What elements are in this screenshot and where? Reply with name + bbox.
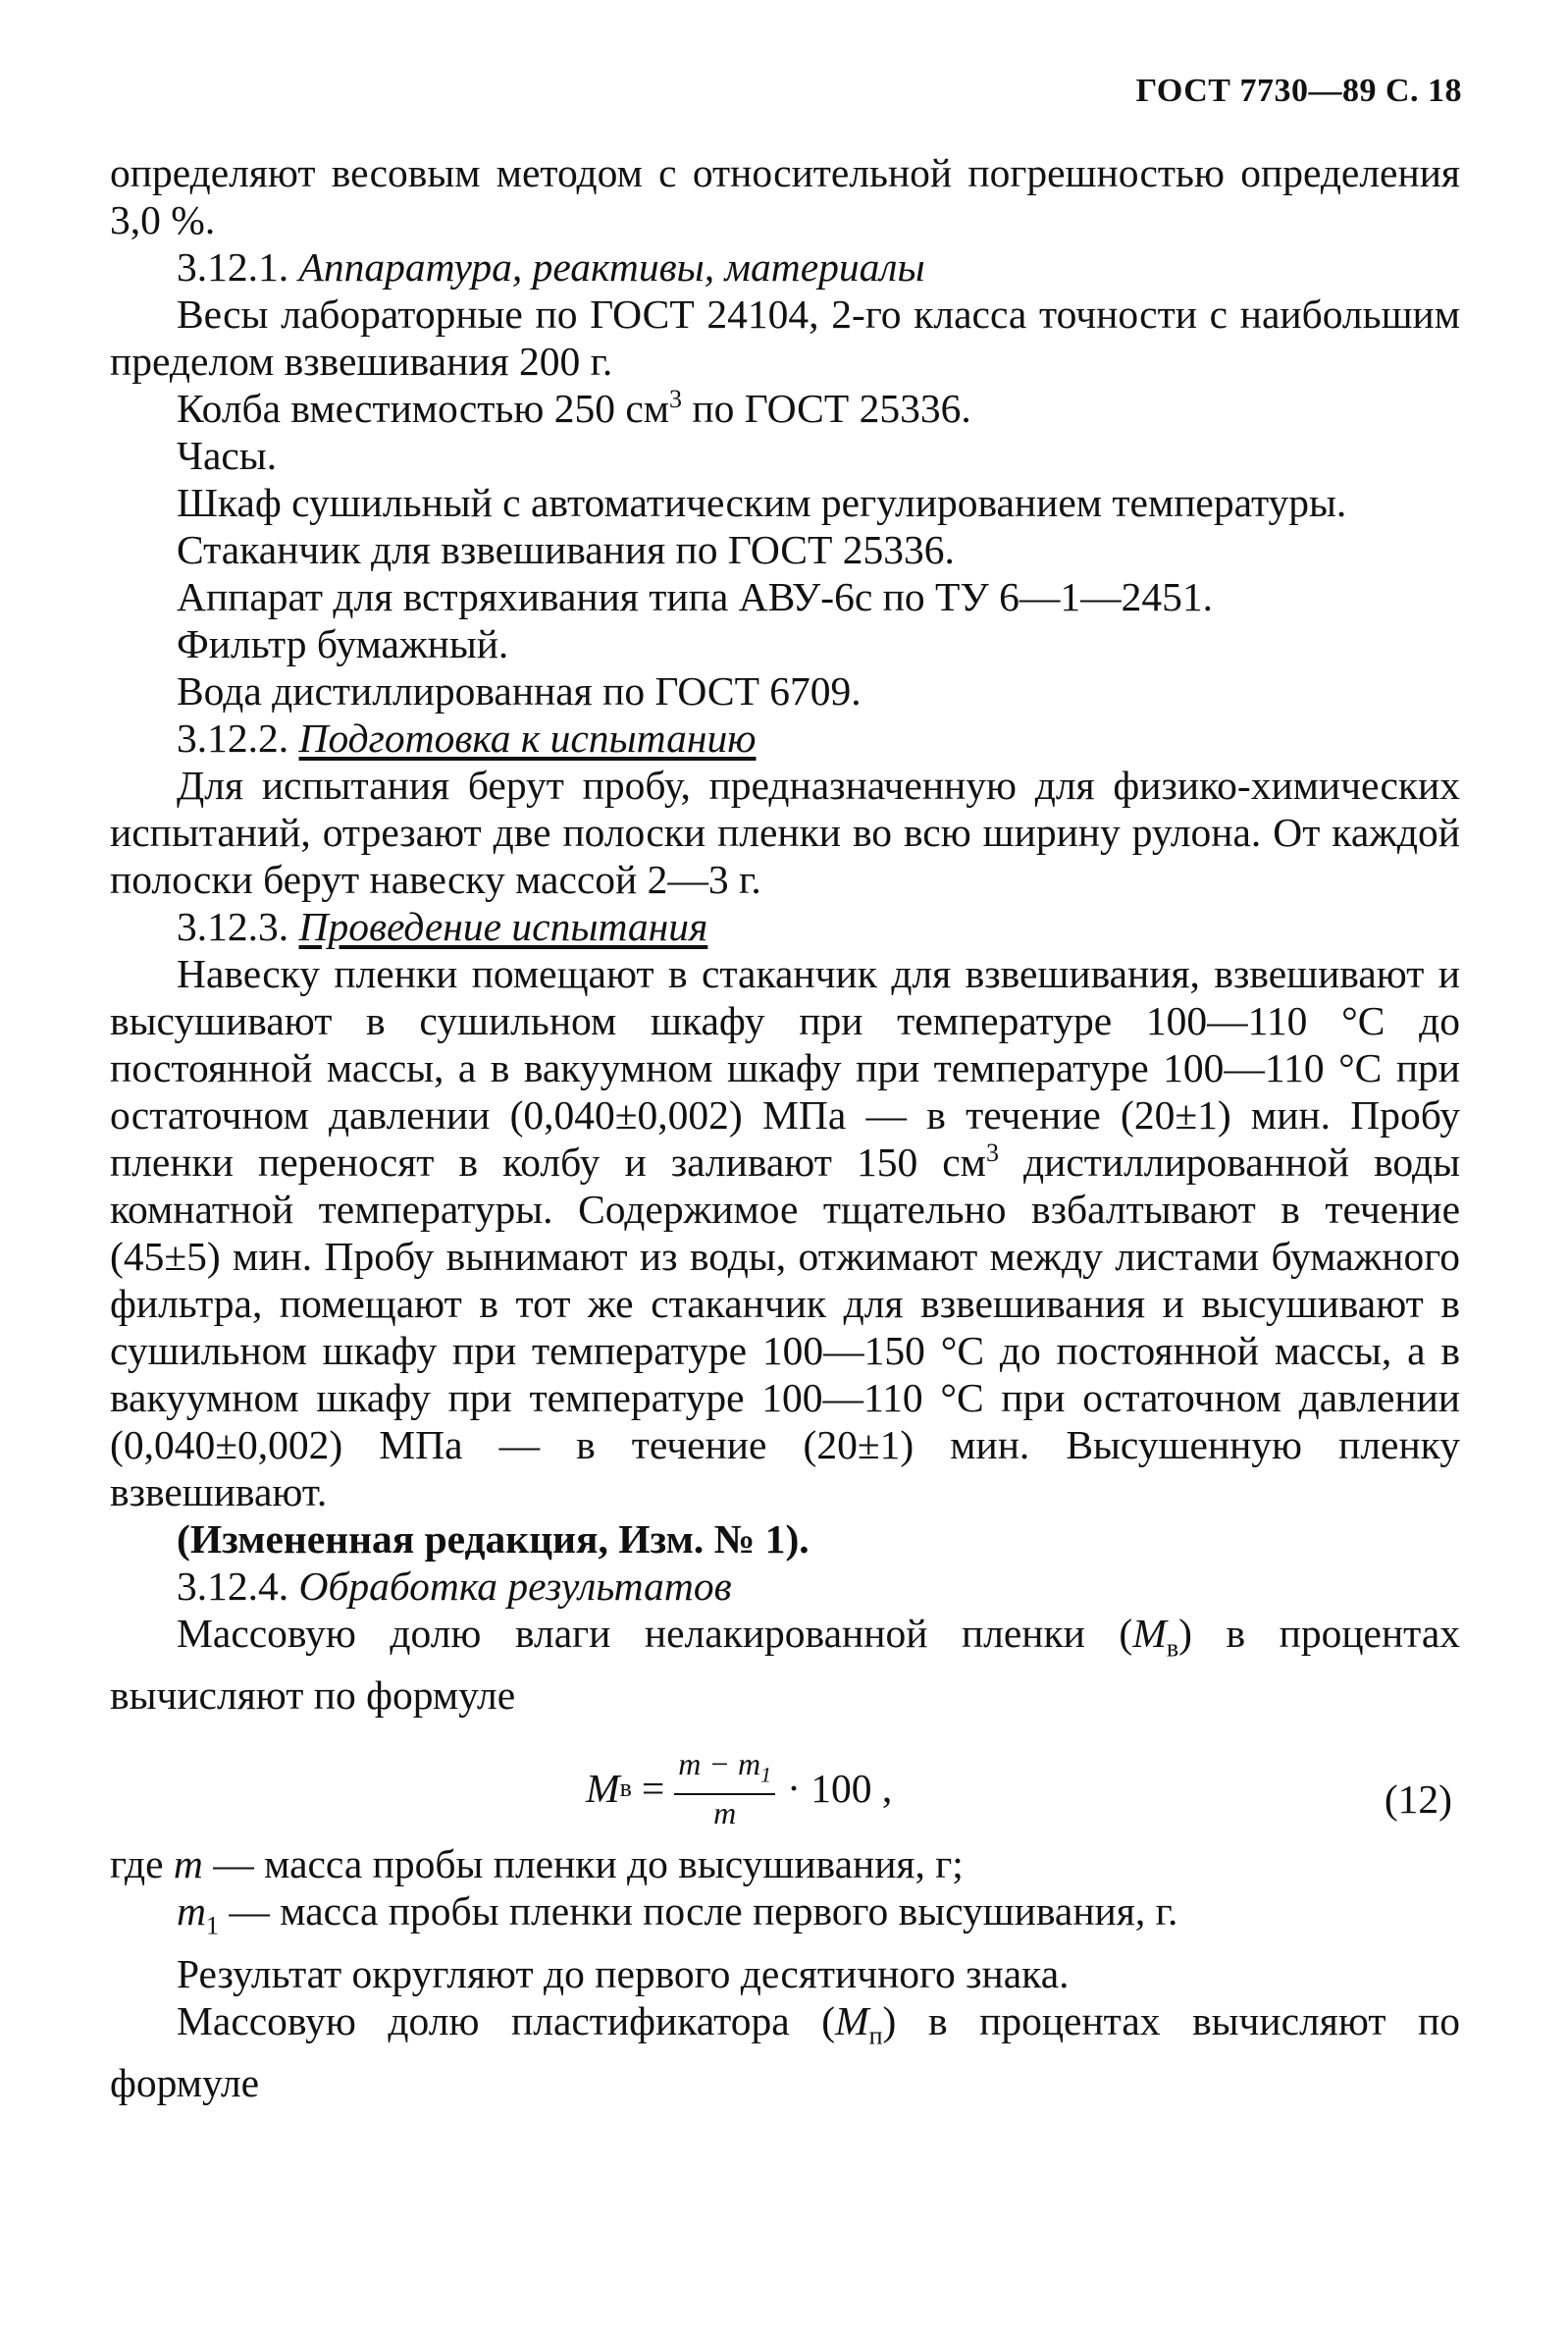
equipment-item: Фильтр бумажный. xyxy=(177,621,509,666)
where-line-2 xyxy=(110,1887,1460,1949)
where-line-1 xyxy=(110,1840,1460,1887)
moisture-paragraph xyxy=(110,1610,1460,1719)
symbol: M xyxy=(835,1997,869,2043)
page-header: ГОСТ 7730—89 С. 18 xyxy=(1135,73,1462,109)
subscript: в xyxy=(619,1773,632,1802)
equipment-item: Вода дистиллированная по ГОСТ 6709. xyxy=(177,668,862,714)
section-3-12-4-heading xyxy=(110,1563,1460,1610)
equipment-item: Аппарат для встряхивания типа АВУ-6с по ТУ 6—1—2451. xyxy=(177,574,1213,619)
numerator-text: m − m xyxy=(678,1746,761,1782)
rounding-note: Результат округляют до первого десятичного знака. xyxy=(177,1950,1070,1996)
flask-text: по ГОСТ 25336. xyxy=(682,386,971,431)
formula-12 xyxy=(110,1728,1460,1836)
amendment-note: (Измененная редакция, Изм. № 1). xyxy=(177,1516,810,1562)
section-number: 3.12.1. xyxy=(177,244,289,290)
section-3-12-2-heading xyxy=(110,715,1460,762)
moisture-text: ) в процентах вычисляют по формуле xyxy=(110,1611,1460,1719)
section-title: Подготовка к испытанию xyxy=(298,716,757,761)
fraction-numerator xyxy=(674,1746,775,1792)
equipment-item: Весы лабораторные по ГОСТ 24104, 2-го класса точности с наибольшим пределом взвешивания 200 г. xyxy=(110,292,1460,384)
section-number: 3.12.3. xyxy=(177,904,289,949)
superscript: 3 xyxy=(669,385,683,414)
symbol: m xyxy=(177,1888,206,1934)
flask-text: Колба вместимостью 250 см xyxy=(177,386,670,431)
plasticizer-text: ) в процентах вычисляют по формуле xyxy=(110,1997,1460,2105)
equipment-item xyxy=(110,385,1460,432)
intro-paragraph: определяют весовым методом с относительной погрешностью определения 3,0 %. xyxy=(110,150,1460,242)
plasticizer-paragraph xyxy=(110,1997,1460,2106)
superscript: 3 xyxy=(985,1139,999,1168)
section-title: Аппаратура, реактивы, материалы xyxy=(298,244,925,290)
equation-number: (12) xyxy=(1384,1776,1452,1823)
section-3-12-3-heading xyxy=(110,903,1460,950)
symbol: M xyxy=(1132,1611,1167,1656)
equals-sign: = xyxy=(641,1765,665,1811)
subscript: 1 xyxy=(205,1911,219,1940)
formula-lhs: M xyxy=(586,1765,620,1811)
document-body xyxy=(110,149,1460,2106)
formula-tail: · 100 , xyxy=(787,1765,893,1811)
section-3-12-1-heading xyxy=(110,243,1460,291)
equipment-item: Шкаф сушильный с автоматическим регулированием температуры. xyxy=(177,480,1347,525)
procedure-paragraph xyxy=(110,950,1460,1515)
formula-expression xyxy=(586,1746,892,1829)
section-title: Обработка результатов xyxy=(298,1564,732,1609)
section-title: Проведение испытания xyxy=(298,904,708,949)
equipment-item: Часы. xyxy=(177,433,278,478)
where-text: — масса пробы пленки после первого высушивания, г. xyxy=(218,1888,1178,1934)
preparation-paragraph: Для испытания берут пробу, предназначенную для физико-химических испытаний, отрезают две полоски пленки во всю ширину рулона. От каждой полоски берут навеску массой 2—3 г. xyxy=(110,763,1460,902)
equipment-item: Стаканчик для взвешивания по ГОСТ 25336. xyxy=(177,527,955,572)
fraction xyxy=(674,1746,775,1829)
procedure-text: дистиллированной воды комнатной температуры. Содержимое тщательно взбалтывают в течение (45±5) мин. Пробу вынимают из воды, отжимают между листами бумажного фильтра, помещают в тот же стаканчик для взвешивания и высушивают в сушильном шкафу при температуре 100—150 °С до постоянной массы, а в вакуумном шкафу при температуре 100—110 °С при остаточном давлении (0,040±0,002) МПа — в течение (20±1) мин. Высушенную пленку взвешивают. xyxy=(110,1140,1460,1514)
plasticizer-text: Массовую долю пластификатора ( xyxy=(177,1997,836,2043)
subscript: п xyxy=(868,2020,883,2049)
where-text: — масса пробы пленки до высушивания, г; xyxy=(202,1841,964,1887)
fraction-denominator: m xyxy=(713,1794,737,1830)
symbol: m xyxy=(173,1841,203,1887)
section-number: 3.12.2. xyxy=(177,716,289,761)
section-number: 3.12.4. xyxy=(177,1564,289,1609)
moisture-text: Массовую долю влаги нелакированной пленки ( xyxy=(177,1611,1133,1656)
procedure-text: Навеску пленки помещают в стаканчик для взвешивания, взвешивают и высушивают в сушильном шкафу при температуре 100—110 °С до постоянной массы, а в вакуумном шкафу при температуре 100—110 °С при остаточном давлении (0,040±0,002) МПа — в течение (20±1) мин. Пробу пленки переносят в колбу и заливают 150 см xyxy=(110,951,1460,1185)
subscript: в xyxy=(1166,1633,1179,1663)
where-text: где xyxy=(110,1841,174,1887)
subscript: 1 xyxy=(760,1762,772,1787)
